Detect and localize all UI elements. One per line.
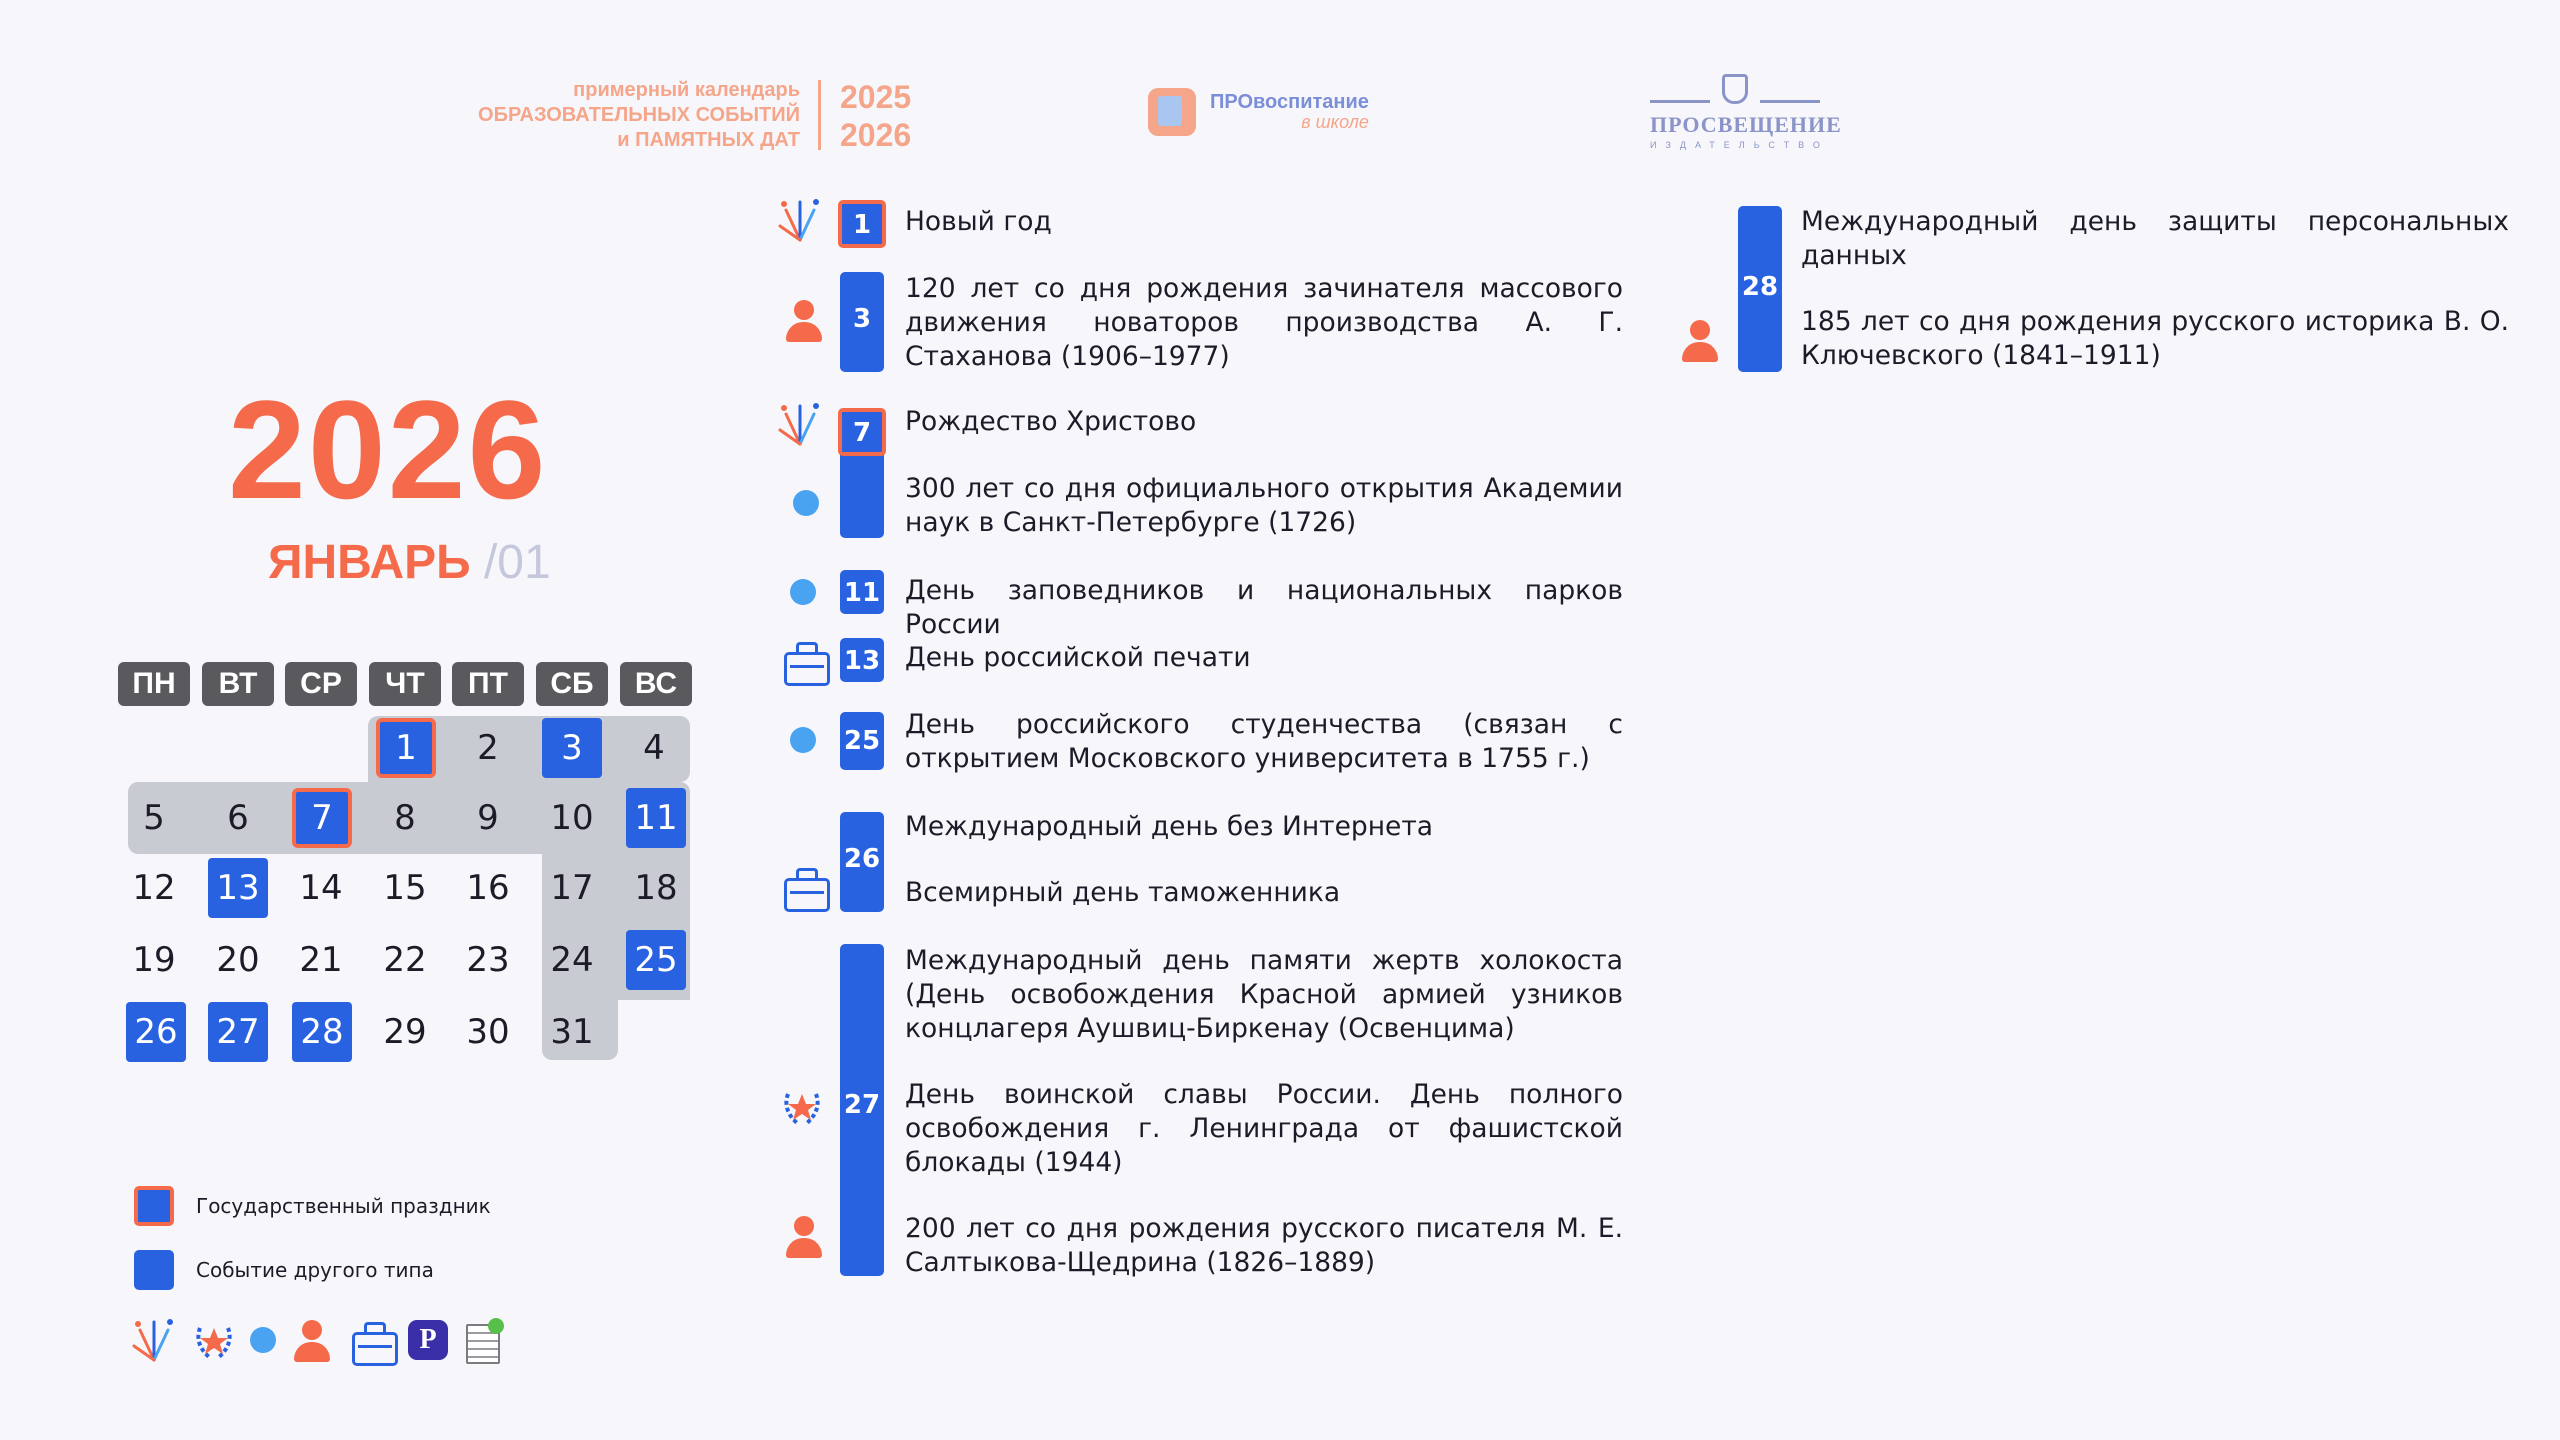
- calendar-day[interactable]: 23: [466, 940, 510, 980]
- calendar-day[interactable]: 2: [477, 728, 499, 768]
- fireworks-icon: [776, 196, 824, 244]
- calendar-day[interactable]: 9: [477, 798, 499, 838]
- event-date-25: 25: [840, 712, 884, 770]
- calendar-day[interactable]: 17: [550, 868, 594, 908]
- calendar-day[interactable]: 21: [299, 940, 343, 980]
- calendar-day[interactable]: 18: [634, 868, 678, 908]
- logo-subtitle: в школе: [1301, 112, 1369, 132]
- person-icon: [288, 1316, 336, 1364]
- year-title: 2026: [228, 371, 548, 528]
- dot-icon: [793, 490, 819, 516]
- calendar-day[interactable]: 1: [376, 718, 436, 778]
- laurel-star-icon: [778, 1082, 826, 1130]
- calendar-day[interactable]: 13: [208, 858, 268, 918]
- legend-icons: [130, 1316, 508, 1364]
- calendar-day[interactable]: 26: [126, 1002, 186, 1062]
- event-text: День заповедников и национальных парков России: [905, 575, 1623, 640]
- event-date-13: 13: [840, 638, 884, 682]
- month-title: [268, 535, 551, 591]
- title-line-3: и ПАМЯТНЫХ ДАТ: [617, 129, 800, 151]
- event-text: Новый год: [905, 206, 1052, 237]
- weekday-sat: СБ: [536, 662, 608, 706]
- legend-event-label: Событие другого типа: [196, 1258, 434, 1282]
- weekday-sun: ВС: [620, 662, 692, 706]
- event-text: Международный день защиты персональных данных: [1801, 206, 2509, 271]
- calendar-day[interactable]: 5: [143, 798, 165, 838]
- weekday-tue: ВТ: [202, 662, 274, 706]
- academic-years: [840, 78, 911, 154]
- logo-name: ПРОвоспитание: [1210, 91, 1369, 113]
- event-text: Международный день памяти жертв холокоста (День освобождения Красной армией узников концлагеря Аушвиц-Биркенау (Освенцима): [905, 945, 1623, 1044]
- event-text: 300 лет со дня официального открытия Академии наук в Санкт-Петербурге (1726): [905, 473, 1623, 538]
- person-icon: [780, 296, 828, 344]
- calendar-day[interactable]: 12: [132, 868, 176, 908]
- prosveshchenie-logo: [1650, 74, 1842, 150]
- event-text: 185 лет со дня рождения русского историка В. О. Ключевского (1841–1911): [1801, 306, 2509, 371]
- year-start: 2025: [840, 79, 912, 115]
- fireworks-icon: [776, 400, 824, 448]
- event-date-27: 27: [840, 944, 884, 1276]
- publisher-subtitle: ИЗДАТЕЛЬСТВО: [1650, 140, 1829, 150]
- weekday-fri: ПТ: [452, 662, 524, 706]
- calendar-day[interactable]: 6: [227, 798, 249, 838]
- event-text: День российской печати: [905, 642, 1251, 673]
- title-line-1: примерный календарь: [573, 79, 800, 101]
- book-icon: [1148, 88, 1196, 136]
- dot-icon: [790, 579, 816, 605]
- event-date-28: 28: [1738, 206, 1782, 372]
- calendar-day[interactable]: 24: [550, 940, 594, 980]
- calendar-day[interactable]: 16: [466, 868, 510, 908]
- calendar-day[interactable]: 28: [292, 1002, 352, 1062]
- dot-icon: [790, 727, 816, 753]
- calendar-day[interactable]: 30: [466, 1012, 510, 1052]
- calendar-day[interactable]: 10: [550, 798, 594, 838]
- month-name: ЯНВАРЬ: [268, 536, 471, 589]
- calendar-day[interactable]: 7: [292, 788, 352, 848]
- event-swatch: [134, 1250, 174, 1290]
- event-text: День российского студенчества (связан с открытием Московского университета в 1755 г.): [905, 709, 1623, 774]
- calendar-day[interactable]: 31: [550, 1012, 594, 1052]
- laurel-star-icon: [190, 1316, 238, 1364]
- event-date-3: 3: [840, 272, 884, 372]
- event-date-26: 26: [840, 812, 884, 912]
- calendar-series-title: [400, 78, 800, 153]
- event-date-7: 7: [838, 408, 886, 456]
- event-text: Рождество Христово: [905, 406, 1197, 437]
- person-icon: [1676, 316, 1724, 364]
- publisher-name: ПРОСВЕЩЕНИЕ: [1650, 112, 1842, 137]
- calendar-day[interactable]: 20: [216, 940, 260, 980]
- fireworks-icon: [130, 1316, 178, 1364]
- briefcase-icon: [348, 1316, 396, 1364]
- calendar-day[interactable]: 15: [383, 868, 427, 908]
- document-check-icon: [460, 1316, 508, 1364]
- weekday-mon: ПН: [118, 662, 190, 706]
- event-text: Международный день без Интернета: [905, 811, 1434, 842]
- event-date-1: 1: [838, 200, 886, 248]
- p-badge-icon: P: [408, 1320, 448, 1360]
- event-text: Всемирный день таможенника: [905, 877, 1341, 908]
- holiday-swatch: [134, 1186, 174, 1226]
- calendar-day[interactable]: 4: [643, 728, 665, 768]
- event-text: День воинской славы России. День полного освобождения г. Ленинграда от фашистской блокады (1944): [905, 1079, 1623, 1178]
- emblem-icon: [1722, 74, 1748, 104]
- dot-icon: [250, 1327, 276, 1353]
- weekday-thu: ЧТ: [369, 662, 441, 706]
- calendar-day[interactable]: 29: [383, 1012, 427, 1052]
- briefcase-icon: [780, 862, 828, 910]
- calendar-day[interactable]: 27: [208, 1002, 268, 1062]
- calendar-day[interactable]: 3: [542, 718, 602, 778]
- event-text: 120 лет со дня рождения зачинателя массового движения новаторов производства А. Г. Стаханова (1906–1977): [905, 273, 1623, 372]
- legend-holiday: [134, 1186, 491, 1226]
- title-line-2: ОБРАЗОВАТЕЛЬНЫХ СОБЫТИЙ: [478, 104, 800, 126]
- year-end: 2026: [840, 117, 912, 153]
- event-text: 200 лет со дня рождения русского писателя М. Е. Салтыкова-Щедрина (1826–1889): [905, 1213, 1623, 1278]
- calendar-day[interactable]: 14: [299, 868, 343, 908]
- calendar-day[interactable]: 8: [394, 798, 416, 838]
- calendar-day[interactable]: 11: [626, 788, 686, 848]
- header-divider: [818, 80, 821, 150]
- month-number: /01: [483, 536, 551, 589]
- month-calendar: [118, 662, 692, 1062]
- legend-holiday-label: Государственный праздник: [196, 1194, 491, 1218]
- calendar-day[interactable]: 25: [626, 930, 686, 990]
- calendar-day[interactable]: 19: [132, 940, 176, 980]
- provospitanie-logo: [1148, 88, 1369, 136]
- briefcase-icon: [780, 636, 828, 684]
- weekday-wed: СР: [285, 662, 357, 706]
- calendar-day[interactable]: 22: [383, 940, 427, 980]
- legend-event: [134, 1250, 434, 1290]
- person-icon: [780, 1212, 828, 1260]
- event-date-11: 11: [840, 570, 884, 614]
